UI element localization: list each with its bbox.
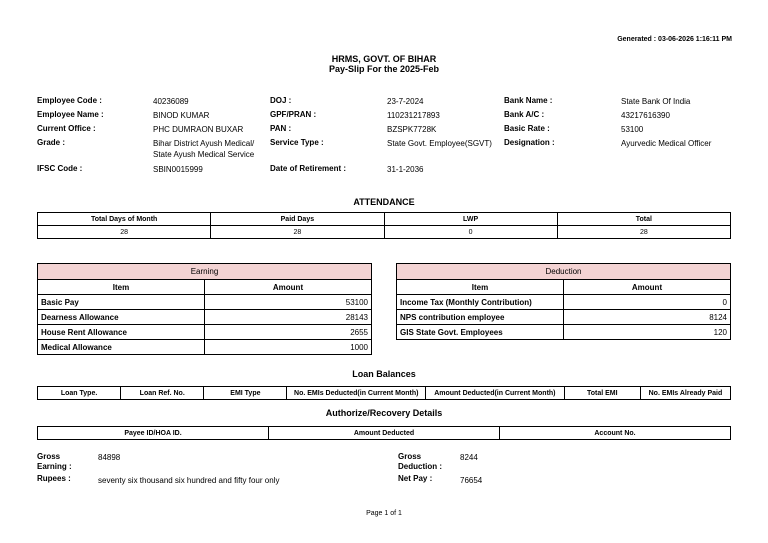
- ifsc-code-label: IFSC Code :: [37, 164, 83, 173]
- earning-amount: 28143: [205, 310, 372, 325]
- table-row: [397, 310, 731, 325]
- designation-value: Ayurvedic Medical Officer: [621, 139, 712, 148]
- table-row: [397, 325, 731, 340]
- service-type-value: State Govt. Employee(SGVT): [387, 139, 492, 148]
- pan-label: PAN :: [270, 124, 292, 133]
- authorize-header-row: [38, 427, 731, 440]
- attendance-header-lwp: LWP: [384, 213, 557, 226]
- bank-name-value: State Bank Of India: [621, 97, 691, 106]
- attendance-header-total-days: Total Days of Month: [38, 213, 211, 226]
- basic-rate-label: Basic Rate :: [504, 124, 550, 133]
- attendance-total-days: 28: [38, 226, 211, 239]
- gross-deduction-label-line1: Gross: [398, 452, 422, 461]
- table-row: [38, 310, 372, 325]
- loan-header-amount-deducted: Amount Deducted(in Current Month): [426, 387, 565, 400]
- deduction-amount: 8124: [564, 310, 731, 325]
- deduction-amount: 120: [564, 325, 731, 340]
- generated-timestamp: Generated : 03-06-2026 1:16:11 PM: [617, 36, 732, 43]
- employee-name-label: Employee Name :: [37, 110, 104, 119]
- service-type-label: Service Type :: [270, 138, 324, 147]
- authorize-header-amount: Amount Deducted: [269, 427, 500, 440]
- retirement-date-value: 31-1-2036: [387, 165, 424, 174]
- deduction-item: Income Tax (Monthly Contribution): [397, 295, 564, 310]
- ifsc-code-value: SBIN0015999: [153, 165, 203, 174]
- attendance-header-paid-days: Paid Days: [211, 213, 384, 226]
- attendance-title: ATTENDANCE: [353, 197, 415, 207]
- attendance-lwp: 0: [384, 226, 557, 239]
- page-title: HRMS, GOVT. OF BIHAR: [331, 54, 437, 64]
- table-row: [38, 295, 372, 310]
- authorize-header-account: Account No.: [500, 427, 731, 440]
- loan-header-ref: Loan Ref. No.: [121, 387, 204, 400]
- pan-value: BZSPK7728K: [387, 125, 437, 134]
- earning-amount-header: Amount: [205, 280, 372, 295]
- loan-header-total-emi: Total EMI: [564, 387, 640, 400]
- doj-value: 23-7-2024: [387, 97, 424, 106]
- earning-amount: 1000: [205, 340, 372, 355]
- deduction-item: NPS contribution employee: [397, 310, 564, 325]
- rupees-in-words: seventy six thousand six hundred and fifty four only: [98, 476, 280, 485]
- gross-earning-label-line1: Gross: [37, 452, 61, 461]
- current-office-value: PHC DUMRAON BUXAR: [153, 125, 244, 134]
- grade-label: Grade :: [37, 138, 66, 147]
- attendance-total: 28: [557, 226, 730, 239]
- earning-header-row: [38, 280, 372, 295]
- authorize-recovery-title: Authorize/Recovery Details: [325, 408, 443, 418]
- table-row: [38, 325, 372, 340]
- doj-label: DOJ :: [270, 96, 292, 105]
- deduction-table: [396, 263, 731, 340]
- gpf-pran-label: GPF/PRAN :: [270, 110, 317, 119]
- attendance-paid-days: 28: [211, 226, 384, 239]
- earning-table: [37, 263, 372, 355]
- authorize-recovery-table: [37, 426, 731, 440]
- attendance-table: [37, 212, 731, 239]
- earning-item: Medical Allowance: [38, 340, 205, 355]
- designation-label: Designation :: [504, 138, 555, 147]
- earning-amount: 2655: [205, 325, 372, 340]
- earning-amount: 53100: [205, 295, 372, 310]
- attendance-value-row: [38, 226, 731, 239]
- retirement-date-label: Date of Retirement :: [270, 164, 347, 173]
- attendance-header-total: Total: [557, 213, 730, 226]
- gpf-pran-value: 110231217893: [387, 111, 440, 120]
- employee-code-value: 40236089: [153, 97, 189, 106]
- loan-balances-title: Loan Balances: [352, 369, 416, 379]
- bank-account-label: Bank A/C :: [504, 110, 545, 119]
- attendance-header-row: [38, 213, 731, 226]
- deduction-amount-header: Amount: [564, 280, 731, 295]
- loan-header-type: Loan Type.: [38, 387, 121, 400]
- deduction-amount: 0: [564, 295, 731, 310]
- earning-title: Earning: [38, 264, 372, 280]
- loan-header-row: [38, 387, 731, 400]
- basic-rate-value: 53100: [621, 125, 644, 134]
- loan-balances-table: [37, 386, 731, 400]
- table-row: [38, 340, 372, 355]
- gross-deduction-label-line2: Deduction :: [398, 462, 442, 471]
- table-row: [397, 295, 731, 310]
- net-pay-value: 76654: [460, 476, 483, 485]
- loan-header-emis-deducted: No. EMIs Deducted(in Current Month): [287, 387, 426, 400]
- employee-name-value: BINOD KUMAR: [153, 111, 210, 120]
- employee-code-label: Employee Code :: [37, 96, 102, 105]
- deduction-header-row: [397, 280, 731, 295]
- gross-earning-value: 84898: [98, 453, 121, 462]
- grade-value-line1: Bihar District Ayush Medical/: [153, 139, 255, 148]
- grade-value-line2: State Ayush Medical Service: [153, 150, 255, 159]
- deduction-item-header: Item: [397, 280, 564, 295]
- deduction-title: Deduction: [397, 264, 731, 280]
- page-number: Page 1 of 1: [366, 510, 402, 517]
- gross-earning-label-line2: Earning :: [37, 462, 72, 471]
- earning-item: Dearness Allowance: [38, 310, 205, 325]
- loan-header-emis-paid: No. EMIs Already Paid: [640, 387, 730, 400]
- deduction-item: GIS State Govt. Employees: [397, 325, 564, 340]
- page-subtitle: Pay-Slip For the 2025-Feb: [328, 64, 440, 74]
- authorize-header-payee: Payee ID/HOA ID.: [38, 427, 269, 440]
- earning-item: House Rent Allowance: [38, 325, 205, 340]
- earning-item: Basic Pay: [38, 295, 205, 310]
- rupees-label: Rupees :: [37, 474, 71, 483]
- loan-header-emi-type: EMI Type: [204, 387, 287, 400]
- net-pay-label: Net Pay :: [398, 474, 433, 483]
- current-office-label: Current Office :: [37, 124, 96, 133]
- bank-name-label: Bank Name :: [504, 96, 553, 105]
- gross-deduction-value: 8244: [460, 453, 478, 462]
- earning-item-header: Item: [38, 280, 205, 295]
- bank-account-value: 43217616390: [621, 111, 670, 120]
